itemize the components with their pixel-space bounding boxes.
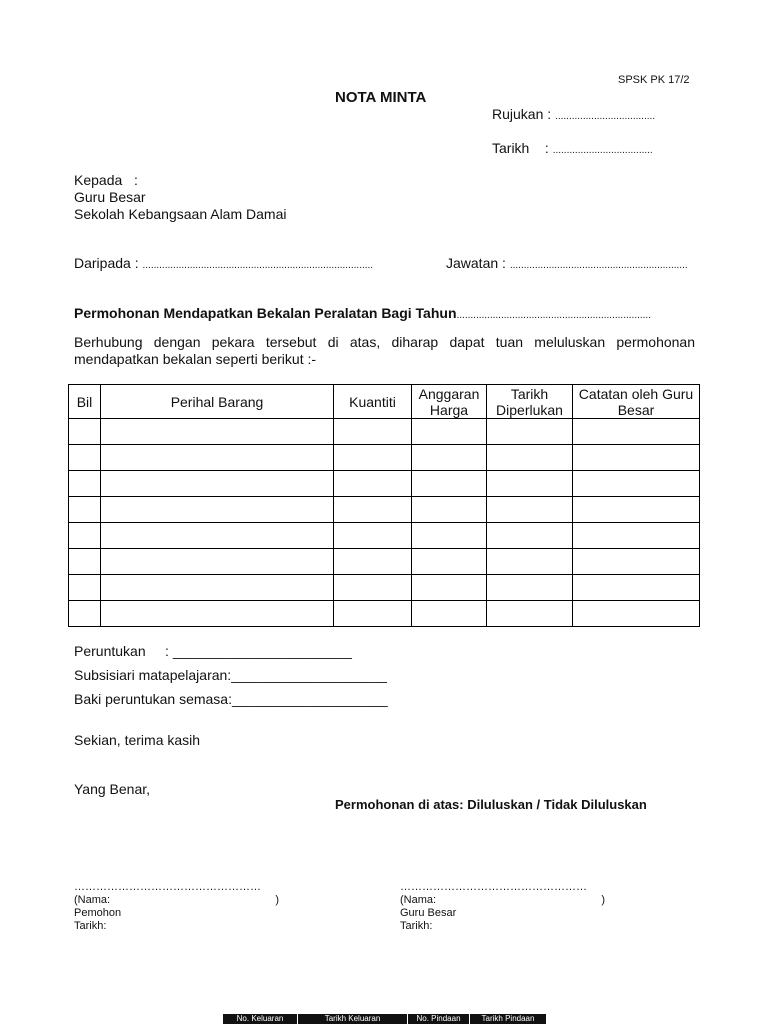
footer-no-keluaran: No. Keluaran [223,1014,298,1024]
rujukan-label: Rujukan : [492,106,552,122]
table-cell[interactable] [101,419,334,445]
closing-thanks: Sekian, terima kasih [74,732,201,748]
table-cell[interactable] [573,523,700,549]
table-cell[interactable] [573,549,700,575]
table-cell[interactable] [487,445,573,471]
baki-field[interactable]: Baki peruntukan semasa:____________________ [74,691,388,707]
form-code: SPSK PK 17/2 [618,74,690,86]
daripada-row [74,255,373,271]
table-cell[interactable] [412,471,487,497]
tarikh-label: Tarikh : [492,140,549,156]
table-cell[interactable] [101,549,334,575]
table-cell[interactable] [101,471,334,497]
footer-bar [223,1014,546,1024]
table-cell[interactable] [101,497,334,523]
table-cell[interactable] [487,497,573,523]
table-row [69,445,700,471]
table-cell[interactable] [412,601,487,627]
table-cell[interactable] [69,575,101,601]
table-cell[interactable] [487,575,573,601]
tarikh-field[interactable]: .................................... [552,145,653,156]
table-cell[interactable] [334,445,412,471]
table-cell[interactable] [69,549,101,575]
peruntukan-field[interactable]: Peruntukan : _______________________ [74,643,352,659]
signature-line-right[interactable]: …………………………………………… [400,881,587,893]
table-cell[interactable] [573,471,700,497]
recipient-line2: Sekolah Kebangsaan Alam Damai [74,206,287,222]
jawatan-label: Jawatan : [446,255,506,271]
nama-close-left: ) [275,894,279,906]
tarikh-row [492,140,653,156]
nama-label-right: (Nama: [400,894,437,906]
col-header-catatan: Catatan oleh Guru Besar [573,385,700,419]
table-row [69,419,700,445]
table-cell[interactable] [573,497,700,523]
table-cell[interactable] [69,523,101,549]
table-row [69,471,700,497]
table-cell[interactable] [334,523,412,549]
rujukan-row [492,106,655,122]
role-right: Guru Besar [400,907,457,919]
table-header-row [69,385,700,419]
table-row [69,549,700,575]
kepada-label: Kepada : [74,172,138,188]
table-row [69,497,700,523]
col-header-kuantiti: Kuantiti [334,385,412,419]
items-table [68,384,700,627]
col-header-tarikh: Tarikh Diperlukan [487,385,573,419]
table-cell[interactable] [487,549,573,575]
recipient-block [74,172,286,223]
table-cell[interactable] [412,419,487,445]
footer-tarikh-keluaran: Tarikh Keluaran [298,1014,408,1024]
table-row [69,575,700,601]
signature-block-right [400,881,605,933]
table-cell[interactable] [412,549,487,575]
recipient-line1: Guru Besar [74,189,146,205]
body-paragraph: Berhubung dengan pekara tersebut di atas, diharap dapat tuan meluluskan permohonan mendapatkan bekalan seperti berikut :- [74,334,695,367]
table-cell[interactable] [412,445,487,471]
col-header-anggaran: Anggaran Harga [412,385,487,419]
tarikh-right: Tarikh: [400,920,433,932]
table-cell[interactable] [334,601,412,627]
rujukan-field[interactable]: .................................... [555,111,656,122]
role-left: Pemohon [74,907,122,919]
subject-row [74,305,651,321]
table-cell[interactable] [101,601,334,627]
table-cell[interactable] [69,497,101,523]
table-cell[interactable] [487,471,573,497]
table-cell[interactable] [69,471,101,497]
table-cell[interactable] [334,549,412,575]
subject-year-field[interactable]: ...................................................................... [456,310,651,321]
table-cell[interactable] [334,471,412,497]
nama-close-right: ) [601,894,605,906]
approval-status: Permohonan di atas: Diluluskan / Tidak Diluluskan [335,797,647,812]
table-cell[interactable] [573,601,700,627]
table-row [69,601,700,627]
closing-yours: Yang Benar, [74,781,151,797]
table-cell[interactable] [101,445,334,471]
table-cell[interactable] [412,497,487,523]
col-header-perihal: Perihal Barang [101,385,334,419]
tarikh-left: Tarikh: [74,920,107,932]
nama-label-left: (Nama: [74,894,111,906]
table-cell[interactable] [487,419,573,445]
nama-row-right [400,894,605,907]
subsidiari-field[interactable]: Subsisiari matapelajaran:____________________ [74,667,387,683]
table-cell[interactable] [69,419,101,445]
form-title: NOTA MINTA [335,89,427,106]
table-cell[interactable] [573,575,700,601]
daripada-field[interactable]: ................................................................................... [142,260,374,271]
table-cell[interactable] [69,445,101,471]
nama-row-left [74,894,279,907]
signature-block-left [74,881,279,933]
table-cell[interactable] [334,419,412,445]
jawatan-field[interactable]: ................................................................ [509,260,688,271]
jawatan-row [446,255,688,271]
signature-line-left[interactable]: …………………………………………… [74,881,261,893]
table-cell[interactable] [334,575,412,601]
table-cell[interactable] [101,523,334,549]
subject-text: Permohonan Mendapatkan Bekalan Peralatan Bagi Tahun [74,305,457,321]
table-cell[interactable] [412,523,487,549]
footer-tarikh-pindaan: Tarikh Pindaan [481,1014,535,1023]
table-cell[interactable] [573,445,700,471]
table-cell[interactable] [69,601,101,627]
col-header-bil: Bil [69,385,101,419]
daripada-label: Daripada : [74,255,139,271]
table-cell[interactable] [487,601,573,627]
table-row [69,523,700,549]
table-cell[interactable] [412,575,487,601]
table-cell[interactable] [573,419,700,445]
footer-no-pindaan: No. Pindaan [408,1014,470,1024]
table-cell[interactable] [101,575,334,601]
table-cell[interactable] [334,497,412,523]
table-cell[interactable] [487,523,573,549]
